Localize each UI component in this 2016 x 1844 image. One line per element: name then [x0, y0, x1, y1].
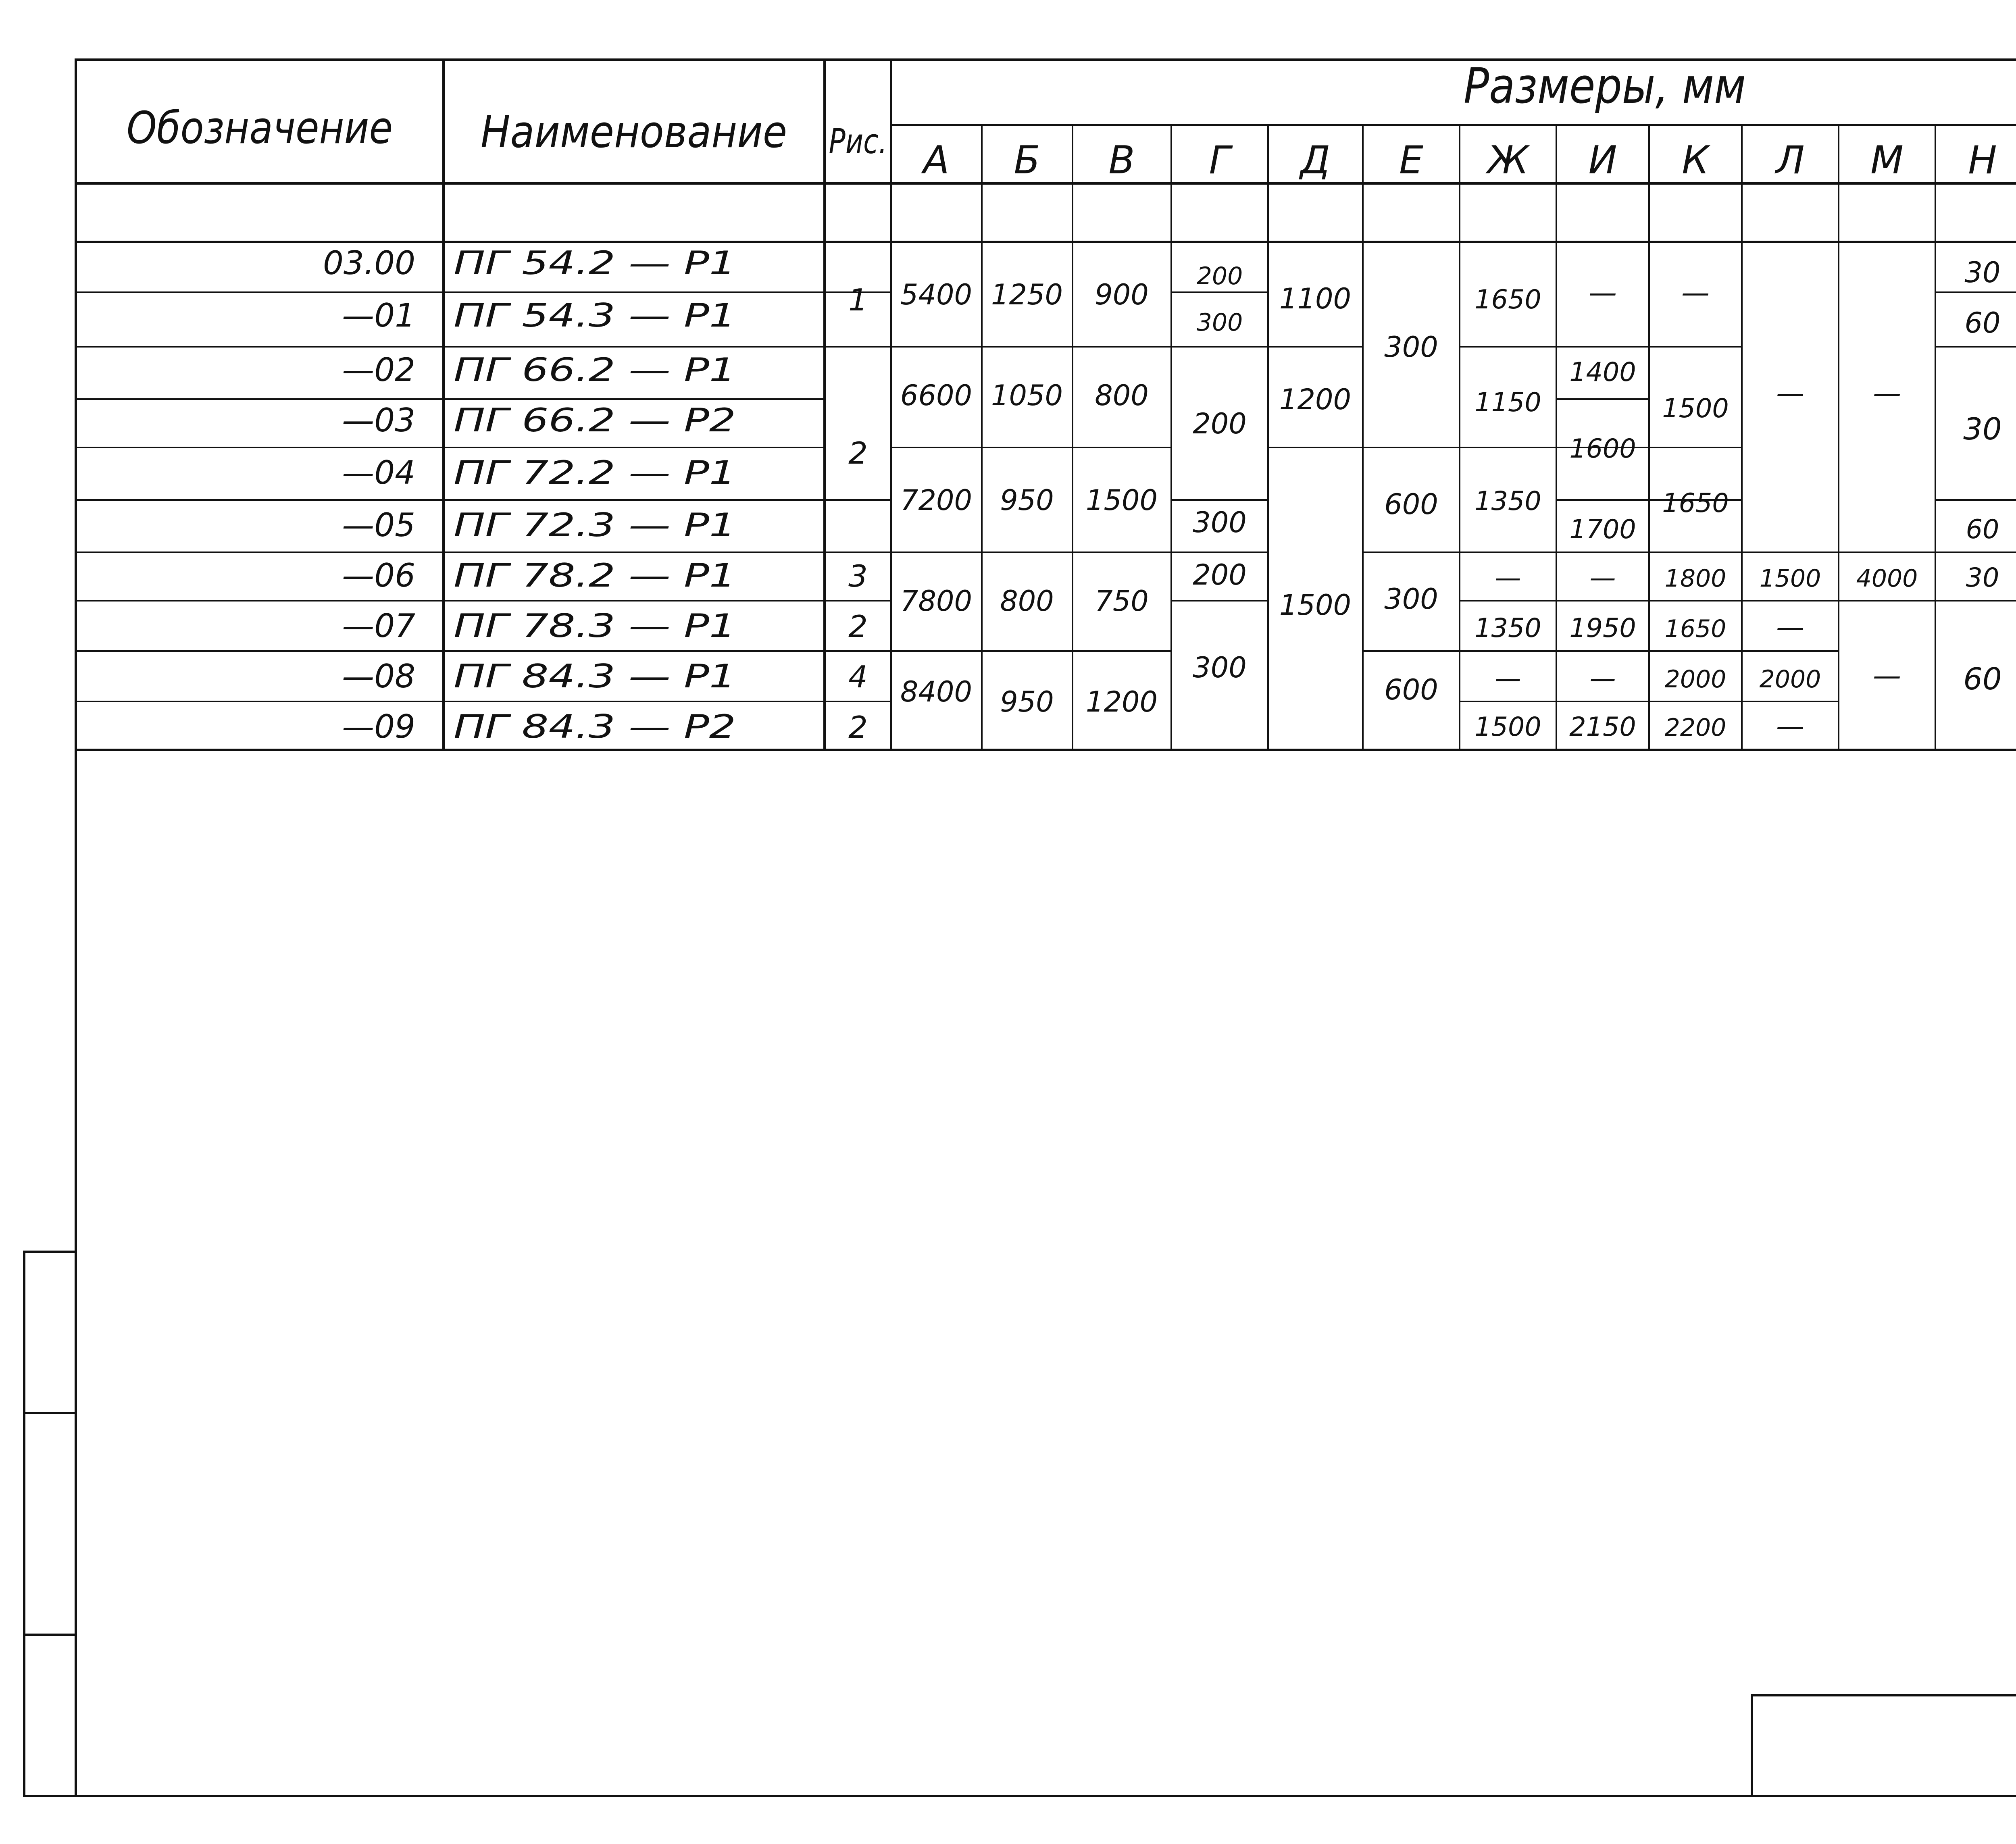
dim-G-cell: 300	[1193, 651, 1247, 684]
row-designation: —03	[342, 402, 415, 439]
dim-K-cell: 2200	[1664, 714, 1727, 742]
dim-V-cell: 1500	[1085, 484, 1158, 517]
dim-D-cell: 1100	[1279, 282, 1352, 315]
dim-V-cell: 800	[1095, 379, 1149, 412]
dim-E-cell: 300	[1384, 331, 1438, 364]
dim-K-cell: 1650	[1662, 488, 1729, 518]
row-designation: —02	[342, 351, 415, 389]
row-labels	[323, 244, 736, 745]
table-header	[127, 58, 2016, 183]
dim-A-cell: 7800	[900, 585, 973, 618]
dim-M-cell: —	[1873, 659, 1901, 692]
header-dim-letter: В	[1108, 138, 1135, 183]
dim-N-cell: 30	[1966, 563, 1999, 593]
row-name: ПГ 72.2 — Р1	[454, 454, 736, 491]
dim-K-cell: 2000	[1664, 665, 1727, 693]
row-name: ПГ 66.2 — Р1	[454, 351, 736, 389]
dim-Zh-cell: —	[1495, 563, 1521, 593]
row-name: ПГ 84.3 — Р2	[454, 708, 736, 745]
sheet-frame	[24, 60, 2016, 1796]
header-dim-letter: М	[1870, 138, 1904, 183]
header-dim-letter: К	[1682, 138, 1709, 183]
row-designation: —06	[342, 557, 415, 594]
figure-cell: 2	[848, 710, 868, 745]
table-values	[848, 256, 2016, 745]
header-dimensions: Размеры, мм	[1464, 58, 1746, 114]
dim-L-cell: —	[1776, 377, 1804, 410]
dim-N-cell: 30	[1963, 411, 2002, 447]
dim-D-cell: 1200	[1279, 383, 1352, 416]
dim-I-cell: —	[1589, 276, 1617, 309]
dim-N-cell: 60	[1963, 661, 2002, 697]
dim-Zh-cell: —	[1495, 664, 1521, 694]
dim-Zh-cell: 1350	[1475, 486, 1541, 516]
row-designation: —01	[342, 297, 415, 334]
dim-K-cell: 1500	[1662, 393, 1729, 424]
row-name: ПГ 72.3 — Р1	[454, 506, 736, 544]
dim-V-cell: 750	[1095, 585, 1149, 618]
header-dim-letter: Б	[1014, 138, 1040, 183]
dim-I-cell: 1950	[1569, 613, 1636, 643]
header-dim-letter: Г	[1209, 138, 1231, 183]
header-dim-letter: Е	[1399, 138, 1424, 183]
dim-E-cell: 600	[1384, 673, 1438, 706]
dim-I-cell: 1700	[1569, 514, 1636, 545]
header-name: Наименование	[481, 106, 787, 158]
dim-K-cell: 1650	[1664, 615, 1727, 643]
dim-G-cell: 200	[1196, 262, 1243, 290]
dim-L-cell: 2000	[1759, 665, 1821, 693]
dim-B-cell: 800	[1000, 585, 1054, 618]
row-designation: —07	[342, 607, 415, 645]
dim-Zh-cell: 1350	[1475, 613, 1541, 643]
header-dim-letter: А	[923, 138, 950, 183]
row-designation: —09	[342, 708, 415, 745]
dim-L-cell: —	[1776, 611, 1804, 644]
dim-G-cell: 200	[1193, 407, 1247, 440]
figure-cell: 4	[848, 659, 868, 695]
dim-M-cell: —	[1873, 377, 1901, 410]
dim-I-cell: —	[1589, 664, 1616, 694]
dim-N-cell: 60	[1966, 514, 1999, 545]
row-designation: —04	[342, 454, 415, 491]
row-name: ПГ 78.2 — Р1	[454, 557, 736, 594]
dim-A-cell: 6600	[900, 379, 973, 412]
dim-L-cell: —	[1776, 710, 1804, 743]
dim-A-cell: 8400	[900, 675, 973, 708]
row-name: ПГ 54.3 — Р1	[454, 297, 736, 334]
dim-Zh-cell: 1650	[1475, 285, 1541, 315]
header-dim-letter: Л	[1776, 138, 1805, 183]
row-designation: —08	[342, 658, 415, 695]
row-name: ПГ 78.3 — Р1	[454, 607, 736, 645]
dim-E-cell: 600	[1384, 488, 1438, 521]
row-designation: —05	[342, 506, 415, 544]
dim-I-cell: —	[1589, 563, 1616, 593]
dim-I-cell: 2150	[1569, 712, 1636, 742]
row-name: ПГ 84.3 — Р1	[454, 658, 736, 695]
dim-N-cell: 60	[1964, 306, 2001, 339]
title-block	[1752, 1695, 2016, 1796]
dim-A-cell: 5400	[900, 278, 973, 311]
header-dim-letter: Н	[1968, 138, 1997, 183]
dim-V-cell: 1200	[1085, 685, 1158, 718]
header-dim-letter: И	[1588, 138, 1617, 183]
dim-G-cell: 300	[1196, 308, 1243, 337]
dim-B-cell: 1050	[991, 379, 1063, 412]
dim-A-cell: 7200	[900, 484, 973, 517]
dim-I-cell: 1400	[1569, 357, 1636, 387]
dim-N-cell: 30	[1964, 256, 2001, 289]
dim-Zh-cell: 1150	[1475, 387, 1541, 418]
figure-cell: 1	[848, 282, 868, 318]
dim-B-cell: 1250	[991, 278, 1063, 311]
header-dim-letter: Д	[1300, 138, 1331, 183]
dim-I-cell: 1600	[1569, 434, 1636, 464]
binding-strip	[24, 1252, 76, 1796]
figure-cell: 2	[848, 435, 868, 471]
dim-E-cell: 300	[1384, 583, 1438, 616]
dim-K-cell: —	[1681, 276, 1710, 309]
header-designation: Обозначение	[127, 102, 393, 154]
row-designation: 03.00	[323, 244, 415, 282]
dim-L-cell: 1500	[1759, 564, 1821, 593]
dim-B-cell: 950	[1000, 685, 1054, 718]
dim-G-cell: 200	[1193, 558, 1247, 591]
row-name: ПГ 66.2 — Р2	[454, 402, 736, 439]
figure-cell: 3	[848, 558, 868, 594]
dim-D-cell: 1500	[1279, 589, 1352, 622]
dim-G-cell: 300	[1193, 506, 1247, 539]
dim-M-cell: 4000	[1856, 564, 1918, 593]
header-figure: Рис.	[829, 122, 887, 162]
row-name: ПГ 54.2 — Р1	[454, 244, 736, 282]
dim-B-cell: 950	[1000, 484, 1054, 517]
dim-Zh-cell: 1500	[1475, 712, 1541, 742]
dim-K-cell: 1800	[1664, 564, 1727, 593]
header-dim-letter: Ж	[1487, 138, 1529, 183]
figure-cell: 2	[848, 609, 868, 644]
dim-V-cell: 900	[1095, 278, 1149, 311]
